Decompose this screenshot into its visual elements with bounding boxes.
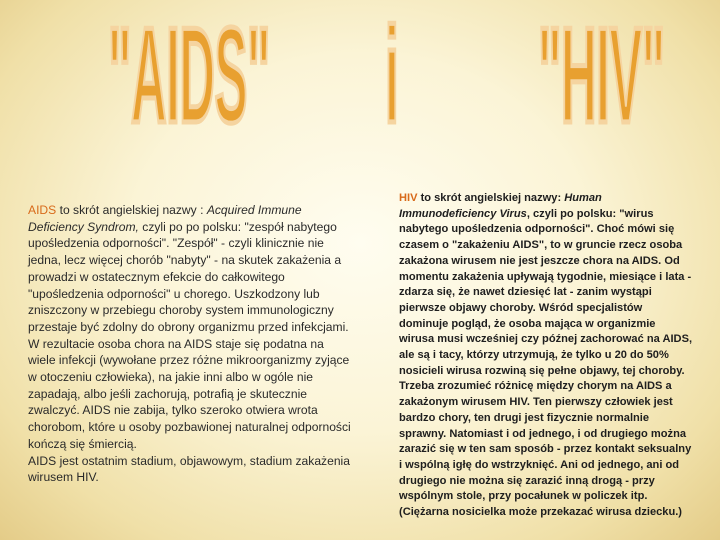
aids-body: czyli po po polsku: "zespół nabytego upośledzenia odporności". "Zespół" - czyli klinicznie nie jedna, lecz więcej chorób "nabyty" - na skutek zakażenia a prowadzi w ostatecznym efekcie do całkowitego "upośledzenia odporności" u chorego. Uszkodzony lub zniszczony w przebiegu choroby system immunologiczny przestaje być zdolny do obrony organizmu przed infekcjami. W rezultacie osoba chora na AIDS staje się podatna na wiele infekcji (wywołane przez różne mikroorganizmy zyjące w otoczeniu człowieka), na jakie inni albo w ogóle nie zapadają, albo jeśli zachorują, potrafią je skutecznie zwalczyć. AIDS nie zabija, tylko szeroko otwiera wrota chorobom, które u osoby pozbawionej naturalnej odporności kończą się śmiercią. [28,219,351,451]
aids-english-name: Acquired Immune Deficiency Syndrom, [28,203,302,234]
aids-paragraph-2: AIDS jest ostatnim stadium, objawowym, stadium zakażenia wirusem HIV. [28,453,350,485]
hiv-keyword: HIV [399,192,418,204]
hiv-description [399,191,693,521]
aids-description [28,202,352,486]
title-aids: "AIDS" [108,0,270,151]
aids-paragraph-1 [28,202,352,453]
hiv-paragraph-1 [399,191,693,379]
hiv-body: , czyli po polsku: "wirus nabytego upośledzenia odporności". Choć mówi się czasem o "zakażeniu AIDS", to w gruncie rzecz osoba zakażona wirusem nie jest jeszcze chora na AIDS. Od momentu zakażenia upływają tygodnie, miesiące i lata - zdarza się, że nawet dziesięć lat - zanim wystąpi pierwsze objawy choroby. Wśród specjalistów dominuje pogląd, że osoba mająca w organizmie wirusa musi wcześniej czy późnej zachorować na AIDS, ale są i tacy, którzy utrzymują, że tylko u 20 do 50% nosicieli wirusa rozwiną się pełne objawy, tej choroby. [399,207,693,377]
hiv-paragraph-2: Trzeba zrozumieć różnicę między chorym na AIDS a zakażonym wirusem HIV. Ten pierwszy człowiek jest bardzo chory, ten drugi jest fizycznie normalnie sprawny. Natomiast i od jednego, i od drugiego można zarazić się w ten sam sposób - przez kontakt seksualny i wspólną igłę do wstrzyknięć. Ani od jednego, ani od drugiego nie można się zarazić inną drogą - przy wspólnym stole, przy pocałunek w policzek itp. (Ciężarna nosicielka może przekazać wirusa dziecku.) [399,380,692,519]
title-hiv: "HIV" [538,0,665,151]
hiv-english-name: Human Immunodeficiency Virus [399,192,602,220]
aids-intro: to skrót angielskiej nazwy : [56,203,207,217]
aids-keyword: AIDS [28,203,57,217]
hiv-intro: to skrót angielskiej nazwy: [417,192,565,204]
title-conjunction: i [385,0,399,151]
